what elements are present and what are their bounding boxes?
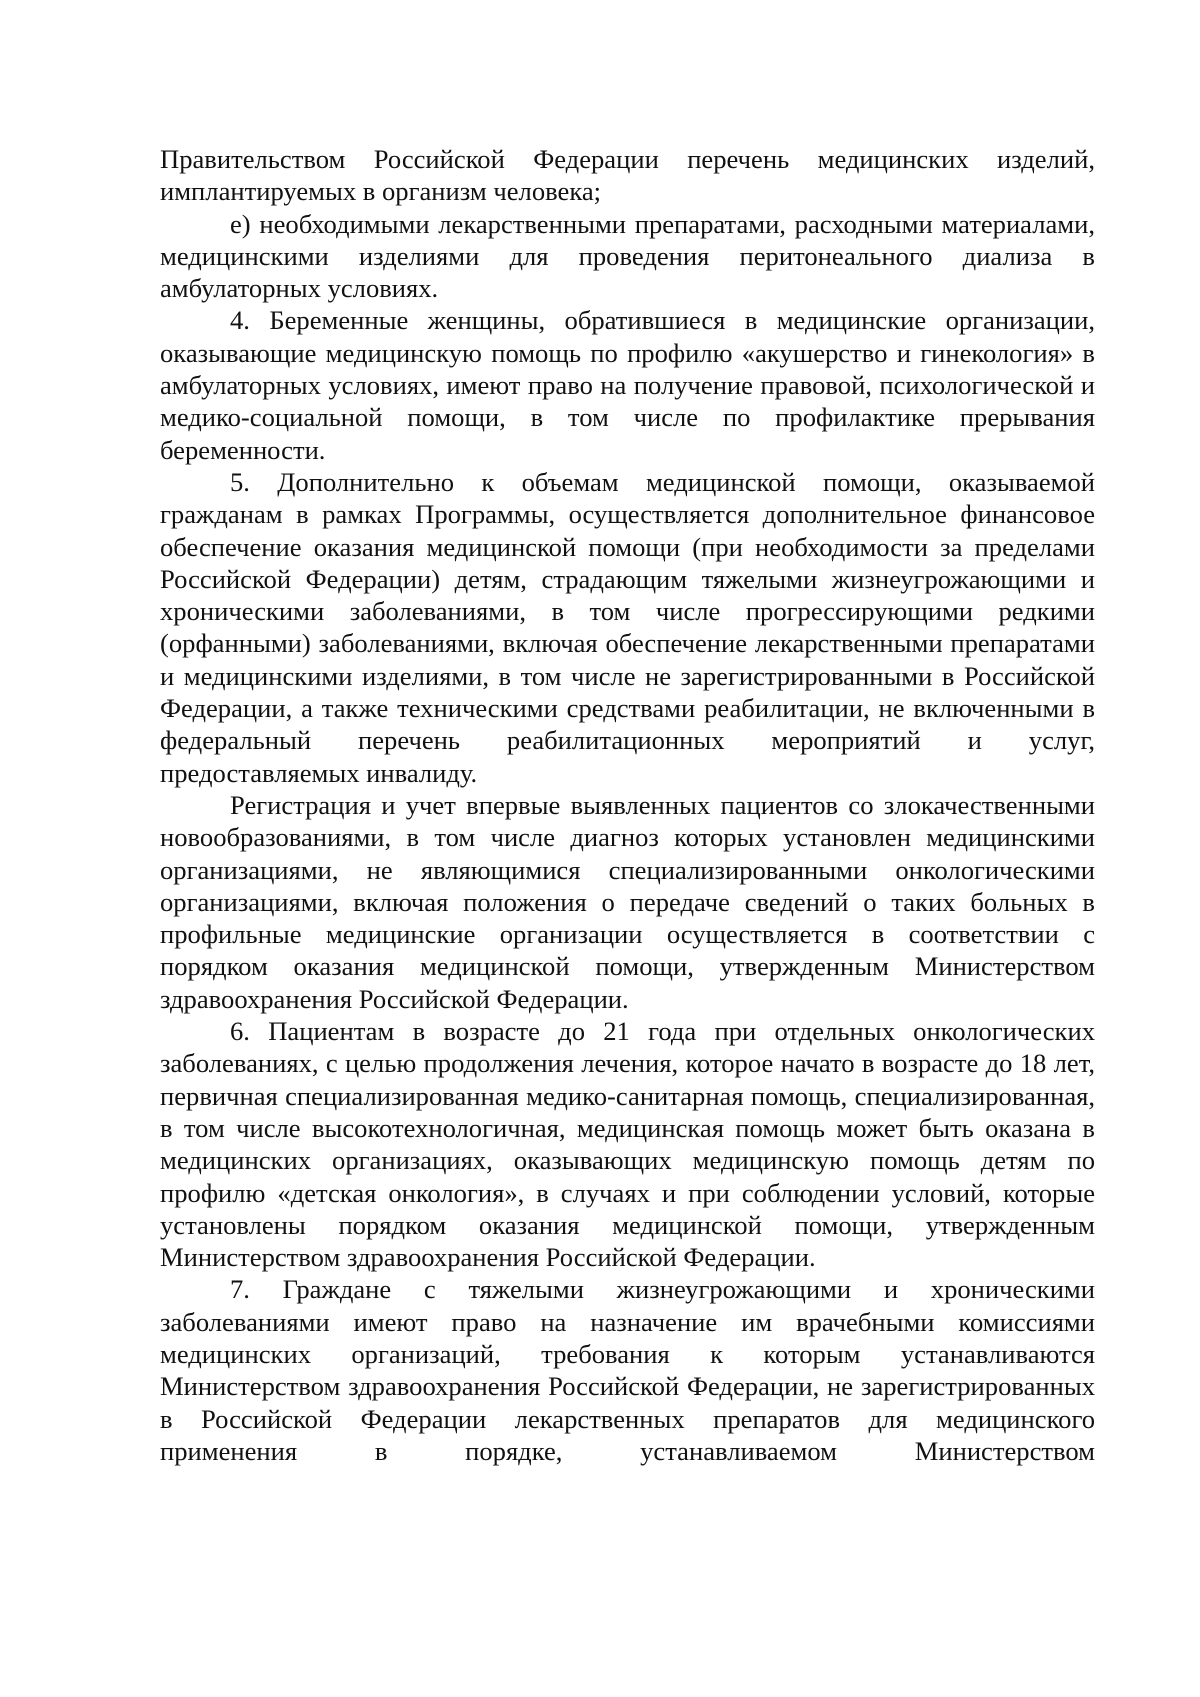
paragraph-7: 7. Граждане с тяжелыми жизнеугрожающими и хроническими заболеваниями имеют право на назначение им врачебными комиссиями медицинских организаций, требования к которым устанавливаются Министерством здравоохранения Российской Федерации, не зарегистрированных в Российской Федерации лекарственных препаратов для медицинского применения в порядке, устанавливаемом Министерством [160,1274,1095,1466]
paragraph-registration: Регистрация и учет впервые выявленных пациентов со злокачественными новообразованиями, в том числе диагноз которых установлен медицинскими организациями, не являющимися специализированными онкологическими организациями, включая положения о передаче сведений о таких больных в профильные медицинские организации осуществляется в соответствии с порядком оказания медицинской помощи, утвержденным Министерством здравоохранения Российской Федерации. [160,789,1095,1014]
paragraph-item-e: е) необходимыми лекарственными препаратами, расходными материалами, медицинскими изделиями для проведения перитонеального диализа в амбулаторных условиях. [160,208,1095,304]
paragraph-4: 4. Беременные женщины, обратившиеся в медицинские организации, оказывающие медицинскую помощь по профилю «акушерство и гинекология» в амбулаторных условиях, имеют право на получение правовой, психологической и медико-социальной помощи, в том числе по профилактике прерывания беременности. [160,305,1095,465]
paragraph-6: 6. Пациентам в возрасте до 21 года при отдельных онкологических заболеваниях, с целью продолжения лечения, которое начато в возрасте до 18 лет, первичная специализированная медико-санитарная помощь, специализированная, в том числе высокотехнологичная, медицинская помощь может быть оказана в медицинских организациях, оказывающих медицинскую помощь детям по профилю «детская онкология», в случаях и при соблюдении условий, которые установлены порядком оказания медицинской помощи, утвержденным Министерством здравоохранения Российской Федерации. [160,1016,1095,1273]
document-page [160,143,1095,1467]
paragraph-5: 5. Дополнительно к объемам медицинской помощи, оказываемой гражданам в рамках Программы, осуществляется дополнительное финансовое обеспечение оказания медицинской помощи (при необходимости за пределами Российской Федерации) детям, страдающим тяжелыми жизнеугрожающими и хроническими заболеваниями, в том числе прогрессирующими редкими (орфанными) заболеваниями, включая обеспечение лекарственными препаратами и медицинскими изделиями, в том числе не зарегистрированными в Российской Федерации, а также техническими средствами реабилитации, не включенными в федеральный перечень реабилитационных мероприятий и услуг, предоставляемых инвалиду. [160,466,1095,788]
paragraph-continuation: Правительством Российской Федерации перечень медицинских изделий, имплантируемых в организм человека; [160,144,1095,207]
